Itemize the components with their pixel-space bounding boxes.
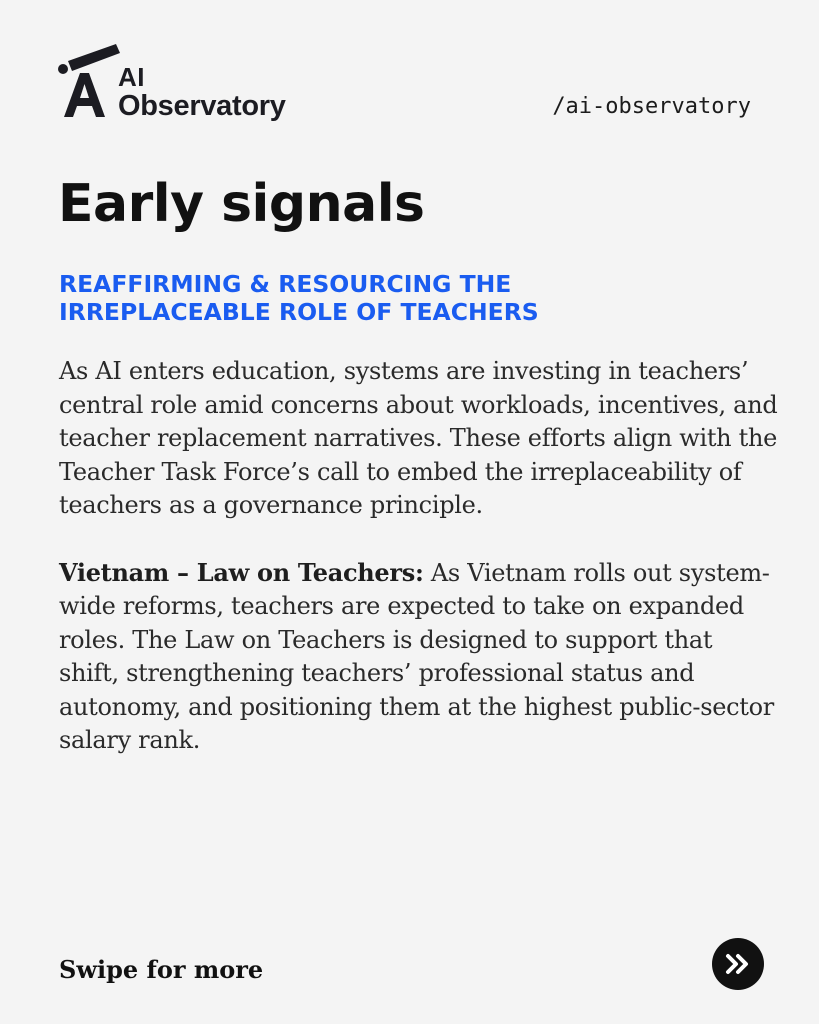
- example-text: As Vietnam rolls out system-wide reforms, teachers are expected to take on expanded roles. The Law on Teachers is designed to support that shift, strengthening teachers’ professional status and autonomy, and positioning them at the highest public-sector salary rank.: [59, 558, 774, 754]
- next-slide-button[interactable]: [712, 938, 764, 990]
- social-handle: /ai-observatory: [552, 94, 751, 119]
- page-title: Early signals: [58, 174, 425, 234]
- telescope-icon: [58, 40, 124, 120]
- subtitle-line-1: REAFFIRMING & RESOURCING THE: [59, 270, 512, 298]
- section-subtitle: [59, 270, 699, 326]
- subtitle-line-2: IRREPLACEABLE ROLE OF TEACHERS: [59, 298, 539, 326]
- double-chevron-right-icon: [723, 952, 753, 976]
- logo-line-observatory: Observatory: [118, 90, 286, 122]
- logo-line-ai: AI: [118, 62, 145, 92]
- body-text: [59, 355, 779, 791]
- intro-paragraph: As AI enters education, systems are investing in teachers’ central role amid concerns about workloads, incentives, and teacher replacement narratives. These efforts align with the Teacher Task Force’s call to embed the irreplaceability of teachers as a governance principle.: [59, 357, 778, 519]
- logo-wordmark: [118, 64, 286, 121]
- brand-logo: [58, 40, 298, 126]
- example-paragraph: [59, 556, 779, 758]
- swipe-label: Swipe for more: [59, 955, 264, 984]
- example-label: Vietnam – Law on Teachers:: [59, 557, 424, 587]
